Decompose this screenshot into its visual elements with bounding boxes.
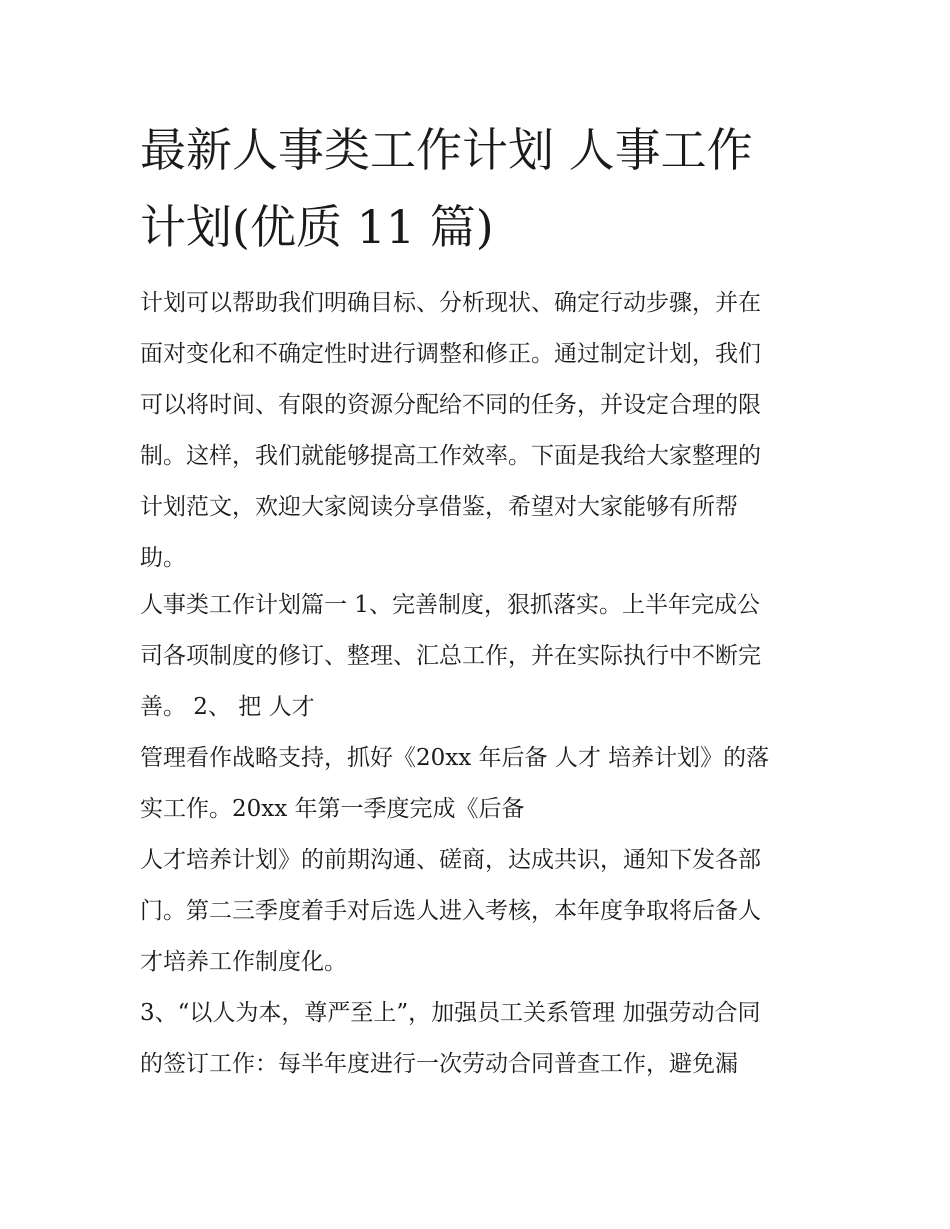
text-line: 的签订工作：每半年度进行一次劳动合同普查工作，避免漏 bbox=[140, 1051, 738, 1077]
text-line: 可以将时间、有限的资源分配给不同的任务，并设定合理的限 bbox=[140, 392, 761, 418]
section-one-paragraph bbox=[140, 580, 812, 1090]
title-line-2: 计划(优质 11 篇) bbox=[140, 200, 494, 254]
text-line: 助。 bbox=[140, 545, 186, 571]
text-line: 计划可以帮助我们明确目标、分析现状、确定行动步骤，并在 bbox=[140, 290, 761, 316]
text-line: 制。这样，我们就能够提高工作效率。下面是我给大家整理的 bbox=[140, 443, 761, 469]
text-line: 计划范文，欢迎大家阅读分享借鉴，希望对大家能够有所帮 bbox=[140, 494, 738, 520]
text-line: 3、“以人为本，尊严至上”，加强员工关系管理 加强劳动合同 bbox=[140, 1000, 761, 1026]
text-line: 司各项制度的修订、整理、汇总工作，并在实际执行中不断完 bbox=[140, 643, 761, 669]
text-line: 管理看作战略支持，抓好《20xx 年后备 人才 培养计划》的落 bbox=[140, 745, 770, 771]
text-line: 人才培养计划》的前期沟通、磋商，达成共识，通知下发各部 bbox=[140, 847, 761, 873]
intro-paragraph bbox=[140, 278, 812, 584]
text-line: 门。第二三季度着手对后选人进入考核，本年度争取将后备人 bbox=[140, 898, 761, 924]
text-line: 善。 2、 把 人才 bbox=[140, 694, 315, 720]
document-title bbox=[140, 112, 820, 266]
text-line: 人事类工作计划篇一 1、完善制度，狠抓落实。上半年完成公 bbox=[140, 592, 760, 618]
text-line: 才培养工作制度化。 bbox=[140, 949, 347, 975]
text-line: 面对变化和不确定性时进行调整和修正。通过制定计划，我们 bbox=[140, 341, 761, 367]
text-line: 实工作。20xx 年第一季度完成《后备 bbox=[140, 796, 525, 822]
title-line-1: 最新人事类工作计划 人事工作 bbox=[140, 123, 753, 177]
